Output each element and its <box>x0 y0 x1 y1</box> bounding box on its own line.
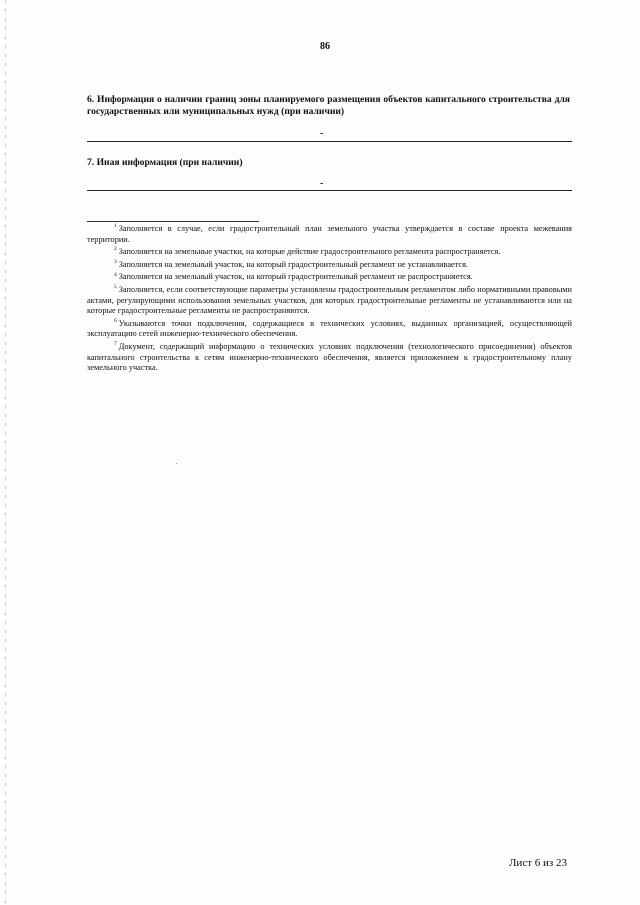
footnote-text: Указываются точки подключения, содержащиеся в технических условиях, выданных организацией, осуществляющей эксплуатацию сетей инженерно-технического обеспечения. <box>87 318 572 339</box>
section-7-answer-line <box>87 190 572 191</box>
footnote-text: Заполняется на земельный участок, на который градостроительный регламент не устанавливается. <box>118 259 469 269</box>
footnotes <box>87 224 572 376</box>
footnote-marker: 4 <box>114 271 117 278</box>
sheet-number: Лист 6 из 23 <box>508 857 567 869</box>
section-6-value: - <box>320 128 324 139</box>
footnote-marker: 2 <box>114 246 117 253</box>
footnote-5 <box>87 285 572 317</box>
scan-speck <box>176 463 177 464</box>
footnote-6 <box>87 319 572 340</box>
section-7-value: - <box>320 178 324 189</box>
section-6-heading: 6. Информация о наличии границ зоны планируемого размещения объектов капитального строительства для государственных или муниципальных нужд (при наличии) <box>87 94 570 117</box>
footnote-marker: 3 <box>114 259 117 266</box>
section-7-heading: 7. Иная информация (при наличии) <box>87 157 243 168</box>
scan-edge <box>5 0 6 905</box>
footnote-4 <box>87 272 572 283</box>
footnote-text: Документ, содержащий информацию о технических условиях подключения (технологического присоединения) объектов капитального строительства к сетям инженерно-технического обеспечения, является приложением к градостроительному плану земельного участка. <box>87 341 572 373</box>
footnote-text: Заполняется на земельные участки, на которые действие градостроительного регламента распространяется. <box>118 247 501 257</box>
section-6-answer-line <box>87 141 572 142</box>
page-number: 86 <box>320 41 330 52</box>
footnote-text: Заполняется в случае, если градостроительный план земельного участка утверждается в составе проекта межевания территории. <box>87 224 572 244</box>
footnote-text: Заполняется, если соответствующие параметры установлены градостроительным регламентом либо нормативными правовыми актами, регулирующими использования земельных участков, для которых градостроительные регламенты не устанавливаются или на которые градостроительные регламенты не распространяются. <box>87 284 572 316</box>
footnote-marker: 1 <box>114 223 117 230</box>
footnote-3 <box>87 260 572 271</box>
footnote-text: Заполняется на земельный участок, на который градостроительный регламент не распространяется. <box>118 272 473 282</box>
footnote-marker: 7 <box>114 341 117 348</box>
footnote-1 <box>87 224 572 245</box>
footnote-marker: 6 <box>114 317 117 324</box>
footnote-marker: 5 <box>114 284 117 291</box>
footnote-7 <box>87 342 572 374</box>
footnote-separator <box>87 221 259 222</box>
footnote-2 <box>87 247 572 258</box>
